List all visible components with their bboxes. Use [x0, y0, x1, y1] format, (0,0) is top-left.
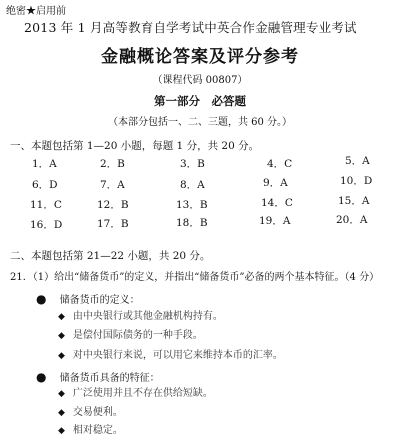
answer-18: 18．B: [176, 217, 208, 229]
answer-16: 16．D: [30, 219, 63, 231]
diamond-bullet-icon: ◆: [58, 312, 65, 322]
course-code: （课程代码 00807）: [152, 75, 248, 86]
part-one-title: 第一部分 必答题: [154, 94, 246, 108]
answer-13: 13．B: [176, 199, 208, 211]
answer-15: 15．A: [338, 195, 370, 207]
definition-item: ◆ 是偿付国际债务的一种手段。: [58, 330, 203, 341]
circle-bullet-icon: ●: [36, 370, 47, 384]
definition-item: ◆ 由中央银行或其他金融机构持有。: [58, 311, 223, 322]
circle-bullet-icon: ●: [36, 292, 47, 306]
section-one-heading: 一、本题包括第 1—20 小题，每题 1 分，共 20 分。: [10, 140, 260, 152]
answer-12: 12．B: [97, 199, 129, 211]
section-two-heading: 二、本题包括第 21—22 小题，共 20 分。: [10, 250, 211, 262]
answer-8: 8．A: [180, 179, 205, 191]
definition-item: ◆ 对中央银行来说，可以用它来维持本币的汇率。: [58, 350, 283, 361]
answer-1: 1．A: [32, 158, 57, 170]
diamond-bullet-icon: ◆: [58, 331, 65, 341]
answer-3: 3．B: [180, 158, 205, 170]
answer-11: 11．C: [30, 199, 62, 211]
answer-14: 14．C: [261, 197, 293, 209]
answer-9: 9．A: [263, 177, 288, 189]
definition-heading: [36, 288, 140, 307]
diamond-bullet-icon: ◆: [58, 389, 65, 399]
confidential-note: 绝密★启用前: [6, 6, 66, 17]
feature-item: ◆ 交易便利。: [58, 407, 123, 418]
exam-header-line: 2013 年 1 月高等教育自学考试中英合作金融管理专业考试: [24, 20, 357, 35]
answer-17: 17．B: [97, 218, 129, 230]
document-title: 金融概论答案及评分参考: [101, 47, 299, 67]
answer-20: 20．A: [336, 214, 368, 226]
answer-4: 4．C: [267, 158, 293, 170]
feature-item: ◆ 广泛使用并且不存在供给短缺。: [58, 388, 213, 399]
question-21-prompt: 21．（1）给出“储备货币”的定义，并指出“储备货币”必备的两个基本特征。（4 分）: [10, 272, 380, 283]
diamond-bullet-icon: ◆: [58, 351, 65, 361]
part-one-subtitle: （本部分包括一、二、三题，共 60 分。）: [107, 117, 293, 128]
answer-10: 10．D: [340, 175, 373, 187]
answer-5: 5．A: [345, 155, 370, 167]
features-label: 储备货币具备的特征：: [59, 373, 160, 384]
definition-label: 储备货币的定义：: [59, 295, 140, 306]
features-heading: [36, 366, 160, 385]
answer-7: 7．A: [100, 179, 125, 191]
diamond-bullet-icon: ◆: [58, 426, 65, 436]
answer-19: 19．A: [259, 215, 291, 227]
answer-2: 2．B: [100, 158, 125, 170]
feature-item: ◆ 相对稳定。: [58, 425, 123, 436]
diamond-bullet-icon: ◆: [58, 408, 65, 418]
answer-6: 6．D: [32, 179, 58, 191]
